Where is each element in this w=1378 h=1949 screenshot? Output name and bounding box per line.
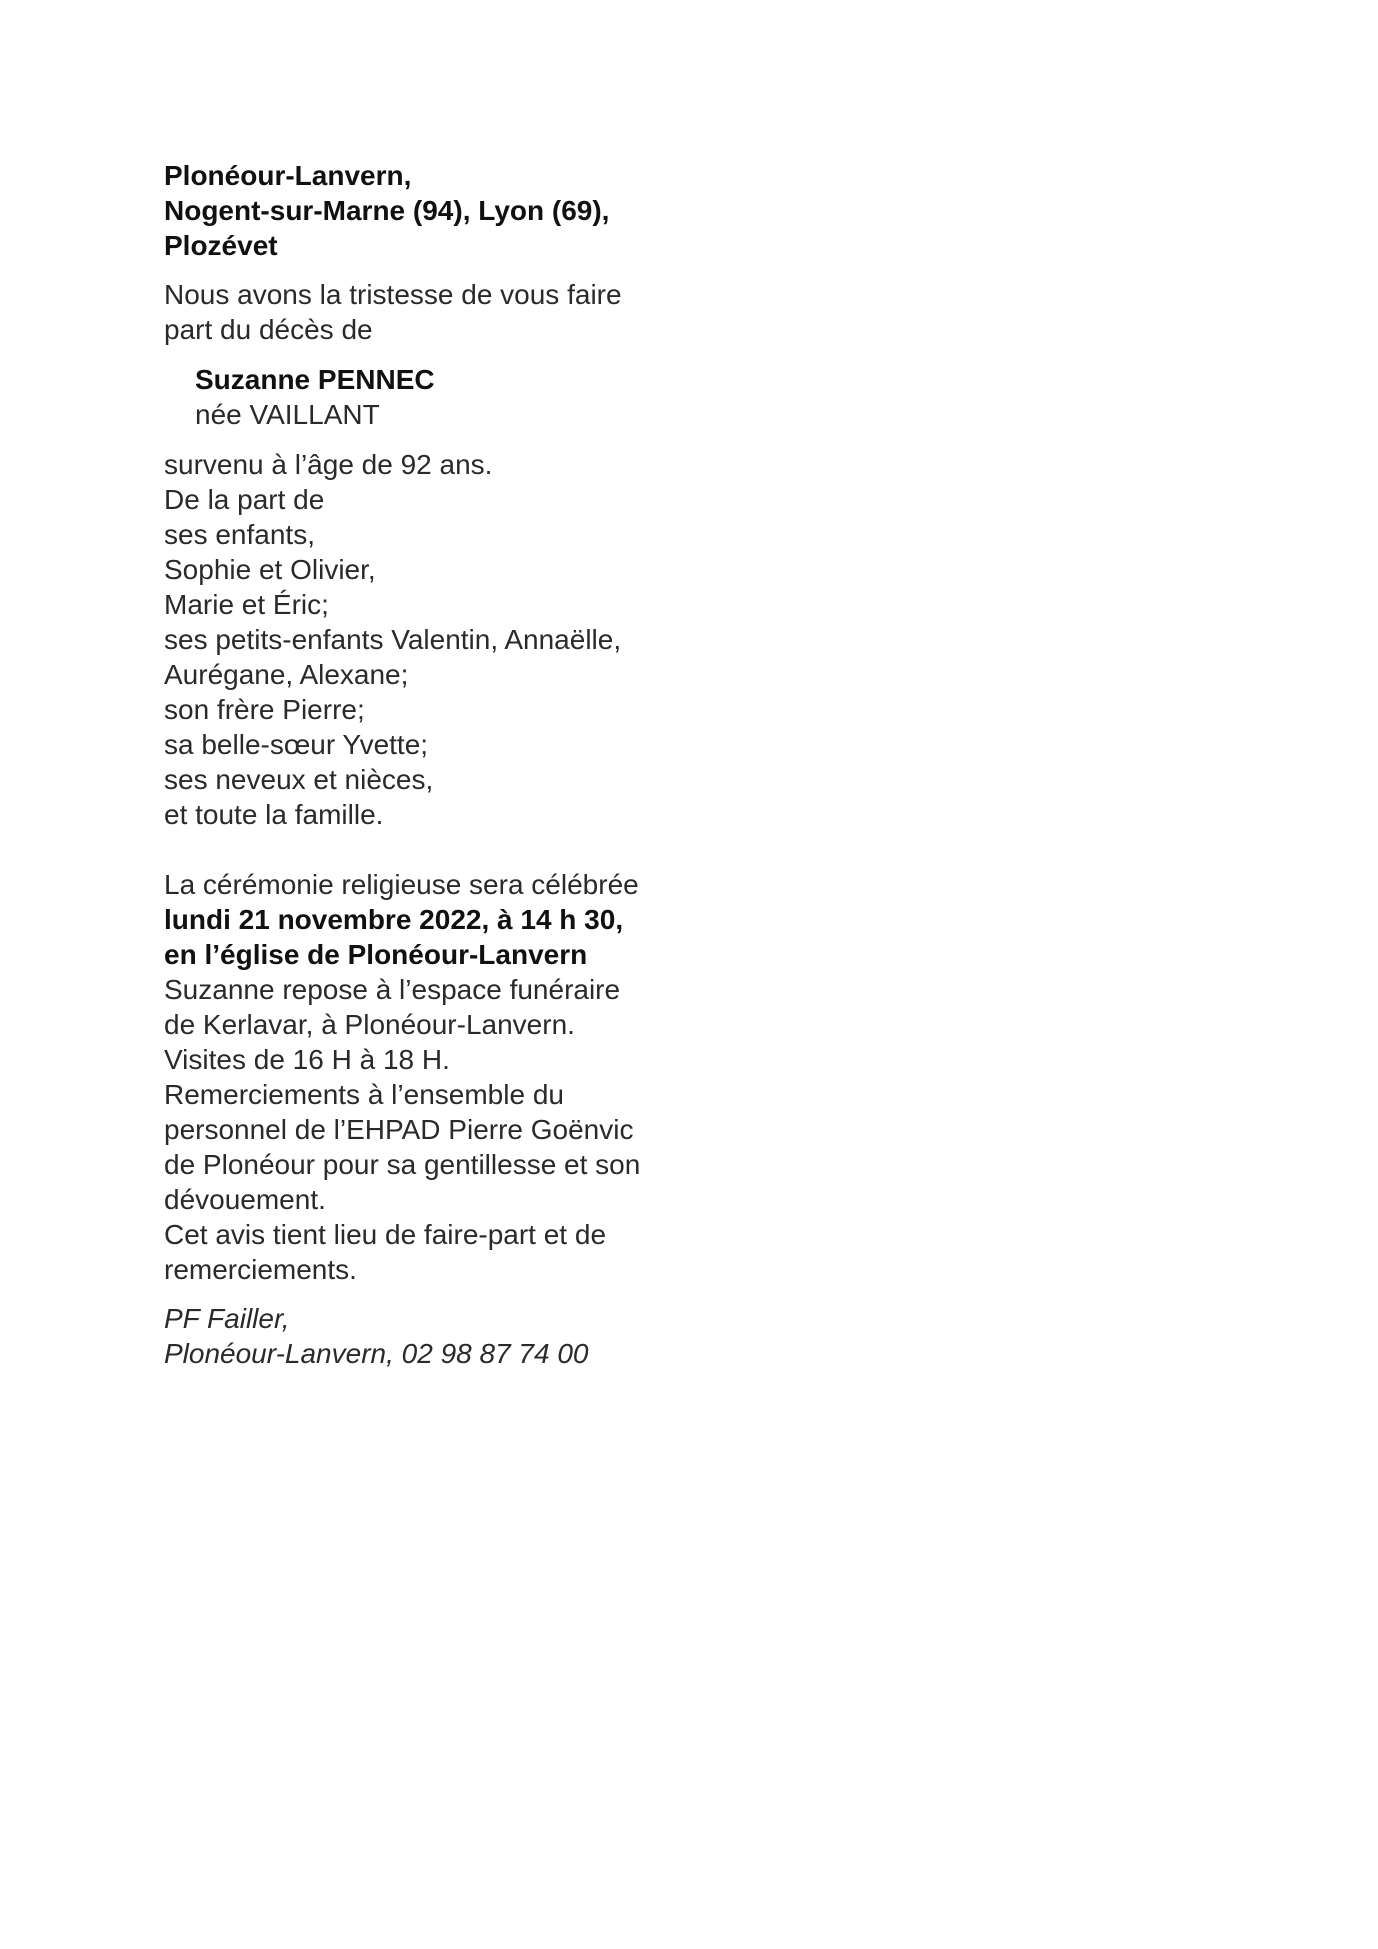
ceremony-line: de Kerlavar, à Plonéour-Lanvern.: [164, 1009, 575, 1040]
family-line: survenu à l’âge de 92 ans.: [164, 449, 493, 480]
family-line: Marie et Éric;: [164, 589, 329, 620]
header-line: Nogent-sur-Marne (94), Lyon (69),: [164, 195, 610, 226]
ceremony-date-time: lundi 21 novembre 2022, à 14 h 30,: [164, 904, 624, 935]
ceremony-line: de Plonéour pour sa gentillesse et son: [164, 1149, 641, 1180]
ceremony-line: Suzanne repose à l’espace funéraire: [164, 974, 621, 1005]
signature-line: PF Failler,: [164, 1303, 290, 1334]
family-line: et toute la famille.: [164, 799, 384, 830]
deceased-birth-name: née VAILLANT: [195, 399, 380, 430]
deceased-block: [164, 362, 784, 432]
family-line: De la part de: [164, 484, 325, 515]
family-line: Aurégane, Alexane;: [164, 659, 409, 690]
header-line: Plonéour-Lanvern,: [164, 160, 412, 191]
family-line: sa belle-sœur Yvette;: [164, 729, 429, 760]
ceremony-line: Remerciements à l’ensemble du: [164, 1079, 564, 1110]
family-line: ses petits-enfants Valentin, Annaëlle,: [164, 624, 622, 655]
ceremony-intro: La cérémonie religieuse sera célébrée: [164, 869, 639, 900]
family-line: ses enfants,: [164, 519, 315, 550]
signature-line: Plonéour-Lanvern, 02 98 87 74 00: [164, 1338, 589, 1369]
funeral-home-signature: [164, 1301, 784, 1371]
ceremony-line: Cet avis tient lieu de faire-part et de: [164, 1219, 607, 1250]
family-list: [164, 447, 784, 832]
ceremony-place: en l’église de Plonéour-Lanvern: [164, 939, 588, 970]
ceremony-line: personnel de l’EHPAD Pierre Goënvic: [164, 1114, 634, 1145]
announcement-intro: [164, 277, 784, 347]
ceremony-line: Visites de 16 H à 18 H.: [164, 1044, 450, 1075]
family-line: son frère Pierre;: [164, 694, 365, 725]
intro-line: part du décès de: [164, 314, 373, 345]
family-line: ses neveux et nièces,: [164, 764, 434, 795]
ceremony-line: remerciements.: [164, 1254, 357, 1285]
ceremony-details: [164, 867, 784, 1287]
deceased-name: Suzanne PENNEC: [195, 364, 435, 395]
ceremony-line: dévouement.: [164, 1184, 326, 1215]
obituary-notice: [164, 158, 784, 1371]
intro-line: Nous avons la tristesse de vous faire: [164, 279, 622, 310]
family-line: Sophie et Olivier,: [164, 554, 376, 585]
locations-header: [164, 158, 784, 263]
header-line: Plozévet: [164, 230, 278, 261]
